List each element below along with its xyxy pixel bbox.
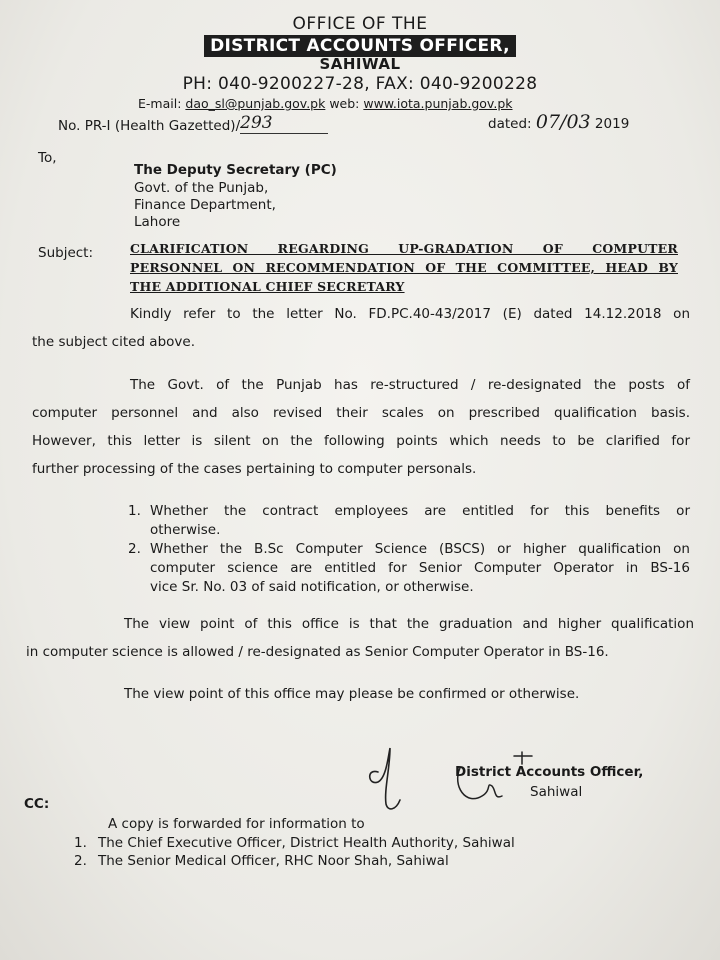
subject-text bbox=[130, 239, 678, 296]
paragraph-3 bbox=[26, 610, 694, 666]
subject-line-3: THE ADDITIONAL CHIEF SECRETARY bbox=[130, 279, 405, 294]
recipient-line-3: Finance Department, bbox=[134, 197, 276, 213]
dated-year: 2019 bbox=[594, 116, 630, 132]
header-office-of: OFFICE OF THE bbox=[292, 14, 428, 34]
signature-title: District Accounts Officer, bbox=[455, 764, 644, 780]
list-item bbox=[74, 835, 515, 851]
signature-place: Sahiwal bbox=[530, 784, 583, 800]
cc-forward-text: A copy is forwarded for information to bbox=[108, 816, 365, 832]
initials-signature-icon bbox=[360, 738, 440, 818]
cc-item-1-text: The Chief Executive Officer, District Health Authority, Sahiwal bbox=[98, 835, 515, 851]
point-2-number: 2. bbox=[128, 541, 141, 557]
recipient-line-2: Govt. of the Punjab, bbox=[134, 180, 269, 196]
to-label: To, bbox=[38, 150, 57, 166]
email-link[interactable]: dao_sl@punjab.gov.pk bbox=[185, 96, 326, 111]
reference-date bbox=[488, 111, 629, 133]
web-link[interactable]: www.iota.punjab.gov.pk bbox=[363, 96, 513, 111]
paragraph-3-line-1: The view point of this office is that the graduation and higher qualification bbox=[124, 616, 694, 632]
paragraph-2-line-4: further processing of the cases pertaining to computer personals. bbox=[32, 461, 477, 477]
email-label: E-mail: bbox=[138, 96, 186, 111]
cc-item-2-text: The Senior Medical Officer, RHC Noor Shah, Sahiwal bbox=[98, 853, 449, 869]
recipient-line-1: The Deputy Secretary (PC) bbox=[134, 162, 337, 178]
dated-label: dated: bbox=[488, 116, 532, 132]
header-office-name: DISTRICT ACCOUNTS OFFICER, bbox=[204, 35, 516, 57]
list-item bbox=[74, 853, 449, 869]
subject-label: Subject: bbox=[38, 245, 94, 261]
paragraph-4: The view point of this office may please be confirmed or otherwise. bbox=[124, 686, 580, 702]
point-1-line-1: Whether the contract employees are entitled for this benefits or bbox=[150, 503, 690, 519]
header-office-name-wrap bbox=[0, 35, 720, 57]
point-1-line-2: otherwise. bbox=[150, 522, 221, 538]
paragraph-1 bbox=[32, 300, 690, 356]
point-1-number: 1. bbox=[128, 503, 141, 519]
point-2-line-2: computer science are entitled for Senior Computer Operator in BS-16 bbox=[150, 560, 690, 576]
header-contact bbox=[138, 96, 513, 111]
reference-prefix: No. PR-I (Health Gazetted)/ bbox=[58, 118, 241, 134]
cc-label: CC: bbox=[24, 796, 50, 812]
points-list bbox=[128, 502, 690, 597]
paragraph-2-line-2: computer personnel and also revised their scales on prescribed qualification basis. bbox=[32, 405, 690, 421]
dated-handwritten: 07/03 bbox=[535, 111, 591, 133]
paragraph-3-line-2: in computer science is allowed / re-designated as Senior Computer Operator in BS-16. bbox=[26, 644, 609, 660]
reference-number bbox=[58, 113, 328, 134]
recipient-line-4: Lahore bbox=[134, 214, 181, 230]
paragraph-1-line-1: Kindly refer to the letter No. FD.PC.40-43/2017 (E) dated 14.12.2018 on bbox=[130, 306, 690, 322]
list-item bbox=[128, 502, 690, 540]
list-item bbox=[128, 540, 690, 597]
header-city: SAHIWAL bbox=[319, 55, 401, 73]
reference-handwritten-number: 293 bbox=[240, 113, 273, 133]
subject-line-1: CLARIFICATION REGARDING UP-GRADATION OF COMPUTER bbox=[130, 241, 678, 256]
point-2-line-1: Whether the B.Sc Computer Science (BSCS) or higher qualification on bbox=[150, 541, 690, 557]
cc-item-1-number: 1. bbox=[74, 835, 87, 851]
cc-item-2-number: 2. bbox=[74, 853, 87, 869]
subject-line-2: PERSONNEL ON RECOMMENDATION OF THE COMMITTEE, HEAD BY bbox=[130, 260, 678, 275]
web-label: web: bbox=[325, 96, 364, 111]
paragraph-2 bbox=[32, 371, 690, 483]
paragraph-2-line-1: The Govt. of the Punjab has re-structured / re-designated the posts of bbox=[130, 377, 690, 393]
paragraph-1-line-2: the subject cited above. bbox=[32, 334, 195, 350]
signature-scribble-icon bbox=[452, 746, 542, 816]
point-2-line-3: vice Sr. No. 03 of said notification, or otherwise. bbox=[150, 579, 474, 595]
header-phone-fax: PH: 040-9200227-28, FAX: 040-9200228 bbox=[182, 74, 538, 94]
paragraph-2-line-3: However, this letter is silent on the following points which needs to be clarified for bbox=[32, 433, 690, 449]
